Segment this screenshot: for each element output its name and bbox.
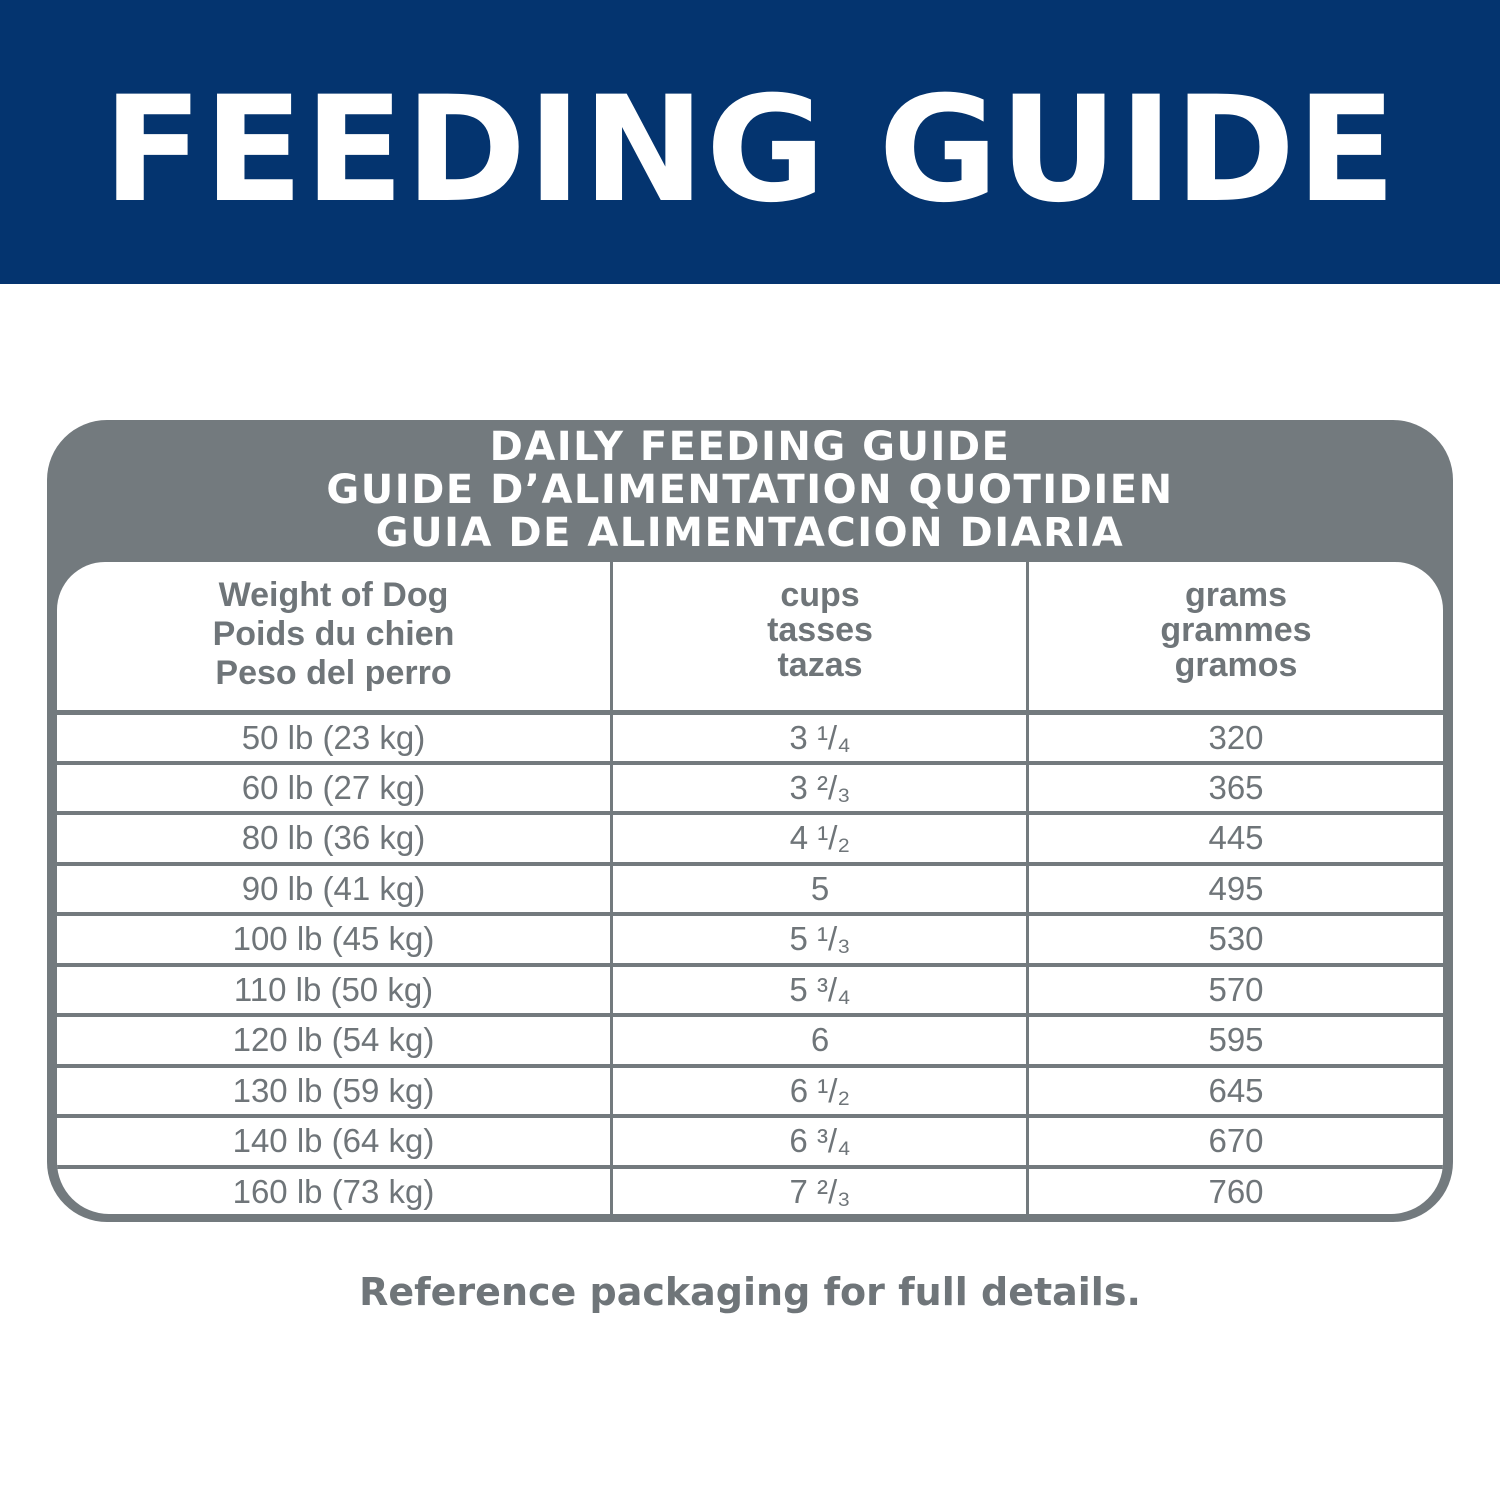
header-line: gramos bbox=[1174, 646, 1298, 684]
column-divider bbox=[1026, 562, 1029, 1214]
header-line: grammes bbox=[1160, 611, 1312, 649]
table-row bbox=[57, 963, 1443, 1014]
table-row bbox=[57, 811, 1443, 862]
cell-cups: 5 ³/₄ bbox=[789, 970, 851, 1008]
feeding-table bbox=[57, 562, 1443, 1214]
cell-weight: 50 lb (23 kg) bbox=[241, 718, 426, 756]
column-header-grams bbox=[1029, 562, 1443, 710]
cell-weight: 110 lb (50 kg) bbox=[233, 970, 434, 1008]
header-line: Poids du chien bbox=[212, 615, 455, 653]
cell-weight: 130 lb (59 kg) bbox=[232, 1071, 435, 1109]
cell-weight: 100 lb (45 kg) bbox=[232, 920, 435, 958]
header-line: tazas bbox=[777, 646, 863, 684]
header-line: cups bbox=[780, 576, 860, 614]
cell-cups: 3 ¹/₄ bbox=[789, 718, 851, 756]
header-line: tasses bbox=[767, 611, 873, 649]
header-line: grams bbox=[1184, 576, 1288, 614]
cell-grams: 760 bbox=[1208, 1172, 1264, 1210]
card-title-line-en: DAILY FEEDING GUIDE bbox=[489, 424, 1011, 470]
cell-cups: 7 ²/₃ bbox=[789, 1172, 851, 1210]
table-row bbox=[57, 1165, 1443, 1215]
cell-grams: 595 bbox=[1208, 1021, 1264, 1059]
table-row bbox=[57, 1013, 1443, 1064]
cell-cups: 6 ¹/₂ bbox=[789, 1071, 851, 1109]
cell-weight: 120 lb (54 kg) bbox=[232, 1021, 435, 1059]
column-divider bbox=[610, 562, 613, 1214]
cell-weight: 140 lb (64 kg) bbox=[232, 1122, 435, 1160]
cell-grams: 320 bbox=[1208, 718, 1264, 756]
table-row bbox=[57, 1064, 1443, 1115]
table-row bbox=[57, 761, 1443, 812]
table-row bbox=[57, 912, 1443, 963]
cell-cups: 6 bbox=[810, 1021, 830, 1059]
column-header-cups bbox=[613, 562, 1027, 710]
cell-cups: 3 ²/₃ bbox=[789, 768, 851, 806]
footnote: Reference packaging for full details. bbox=[359, 1270, 1141, 1314]
cell-grams: 645 bbox=[1208, 1071, 1264, 1109]
table-body bbox=[57, 710, 1443, 1214]
cell-cups: 5 ¹/₃ bbox=[789, 920, 851, 958]
table-row bbox=[57, 1114, 1443, 1165]
column-header-weight bbox=[57, 562, 610, 710]
header-line: Peso del perro bbox=[215, 654, 452, 692]
cell-cups: 5 bbox=[810, 869, 830, 907]
cell-grams: 530 bbox=[1208, 920, 1264, 958]
cell-weight: 60 lb (27 kg) bbox=[241, 768, 426, 806]
table-row bbox=[57, 710, 1443, 761]
cell-weight: 160 lb (73 kg) bbox=[232, 1172, 435, 1210]
card-title-line-es: GUIA DE ALIMENTACION DIARIA bbox=[375, 510, 1125, 556]
cell-weight: 80 lb (36 kg) bbox=[241, 819, 426, 857]
cell-grams: 365 bbox=[1208, 768, 1264, 806]
cell-cups: 6 ³/₄ bbox=[789, 1122, 851, 1160]
header-line: Weight of Dog bbox=[218, 576, 449, 614]
cell-grams: 495 bbox=[1208, 869, 1264, 907]
table-row bbox=[57, 862, 1443, 913]
cell-cups: 4 ¹/₂ bbox=[789, 819, 851, 857]
cell-grams: 445 bbox=[1208, 819, 1264, 857]
page-title: FEEDING GUIDE bbox=[102, 65, 1398, 235]
cell-grams: 670 bbox=[1208, 1122, 1264, 1160]
cell-grams: 570 bbox=[1208, 970, 1264, 1008]
header-banner bbox=[0, 0, 1500, 284]
card-title bbox=[47, 426, 1453, 555]
card-title-line-fr: GUIDE D’ALIMENTATION QUOTIDIEN bbox=[326, 467, 1174, 513]
cell-weight: 90 lb (41 kg) bbox=[241, 869, 426, 907]
